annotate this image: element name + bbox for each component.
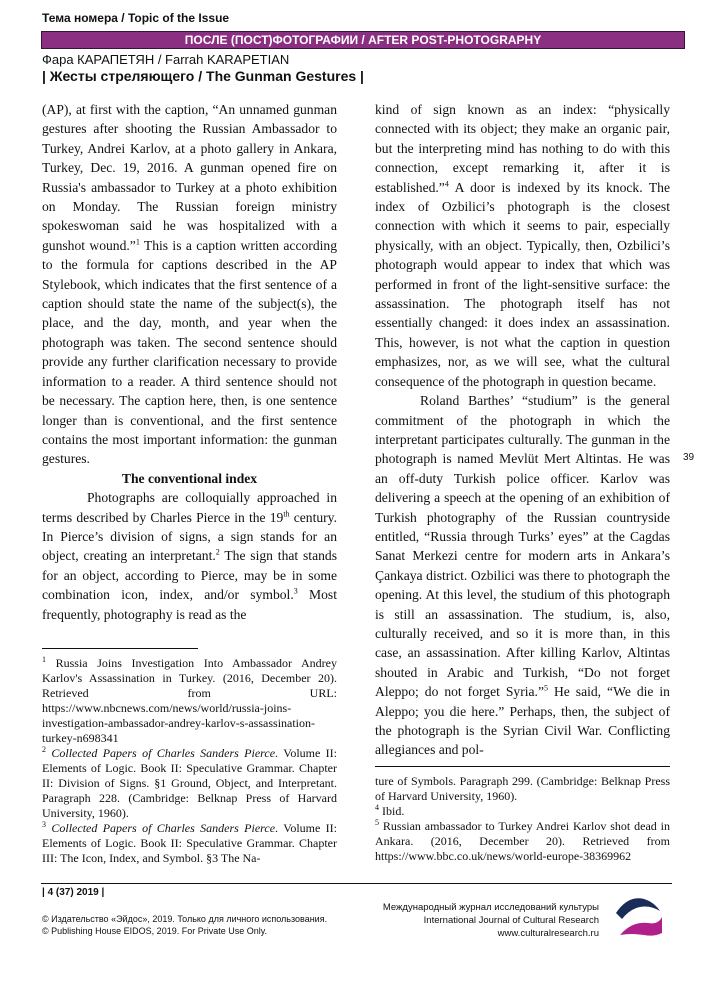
section-heading: The conventional index bbox=[121, 470, 258, 486]
copyright-en: © Publishing House EIDOS, 2019. For Private Use Only. bbox=[42, 926, 268, 936]
footnotes-left bbox=[42, 648, 337, 866]
journal-info bbox=[383, 901, 599, 940]
right-column bbox=[375, 100, 670, 760]
left-column bbox=[42, 100, 337, 624]
text-run: Roland Barthes’ “studium” is the general commitment of the photograph in which the interpretant participates culturally. The gunman in the photograph is named Mevlüt Mert Altintas. He was an off-duty Turkish police officer. Karlov was delivering a speech at the opening of an exhibition of Turkish photography of the Russian countryside entitled, “Russia through Turks’ eyes” at the Cagdas Sanat Merkezi centre for modern arts in Ankara’s Çankaya district. Ozbilici was there to photograph the opening. At this level, the studium of this photograph is still an assassination. The studium, is, also, culturally received, and so it is more than, in this case, an assassination. After killing Karlov, Altintas shouted in Arabic and Turkish, “Do not forget Aleppo; do not forget Syria.” bbox=[375, 393, 670, 700]
footnote-text: Russia Joins Investigation Into Ambassador Andrey Karlov's Assassination in Turkey. (2016, December 20). Retrieved from URL: https://www.nbcnews.com/news/world/russia-joins-investigation-ambassador-andrey-karlov-s-assassination-turkey-n698341 bbox=[42, 656, 337, 745]
paragraph bbox=[375, 391, 670, 760]
superscript: th bbox=[283, 509, 290, 518]
footnote-divider bbox=[375, 766, 670, 767]
page-number: 39 bbox=[683, 452, 695, 463]
copyright bbox=[42, 913, 327, 937]
footnotes-right bbox=[375, 766, 670, 864]
text-run: (AP), at first with the caption, “An unnamed gunman gestures after shooting the Russian Ambassador to Turkey, Andrei Karlov, at a photo gallery in Ankara, Turkey, Dec. 19, 2016. A gunman opened fire on Russia's ambassador to Turkey at a photo exhibition on Monday. The Russian foreign ministry spokeswoman said he was hospitalized with a gunshot wound.” bbox=[42, 102, 337, 253]
journal-logo-icon bbox=[614, 895, 664, 937]
text-run: century. In Pierce’s division of signs, a sign stands for an object, creating an interpretant. bbox=[42, 509, 337, 564]
article-title: | Жесты стреляющего / The Gunman Gestures | bbox=[42, 68, 364, 84]
footnote-divider bbox=[42, 648, 198, 649]
footnote-number: 2 bbox=[42, 745, 46, 754]
text-run: Most frequently, photography is read as the bbox=[42, 587, 337, 622]
footnote bbox=[42, 656, 337, 746]
paragraph bbox=[42, 100, 337, 469]
text-run: A door is indexed by its knock. The index of Ozbilici’s photograph is the closest connection with which it seems to pair, especially physically, with an object. Typically, then, Ozbilici’s photograph would appear to index that which was performed in front of the light-sensitive surface: the assassination. The photograph itself has not essentially changed: it does index an assassination. This, however, is not what the caption in question emphasizes, nor, as we will see, what the cultural consequence of the photograph in question became. bbox=[375, 179, 670, 389]
footnote-text: Russian ambassador to Turkey Andrei Karlov shot dead in Ankara. (2016, December 20). Retrieved from https://www.bbc.co.uk/news/world-europe-38369962 bbox=[375, 819, 670, 863]
footnote-continuation: ture of Symbols. Paragraph 299. (Cambridge: Belknap Press of Harvard University, 1960). bbox=[375, 774, 670, 803]
footnote-number: 5 bbox=[375, 818, 379, 827]
footnote-text: . Volume II: Elements of Logic. Book II: Speculative Grammar. Chapter III: The Icon, Index, and Symbol. §3 The Na- bbox=[42, 821, 337, 865]
journal-url[interactable]: www.culturalresearch.ru bbox=[497, 928, 599, 939]
text-run: This is a caption written according to the formula for captions described in the AP Stylebook, which indicates that the first sentence of a caption should state the name of the subject(s), the place, and the day, month, and year when the photograph was taken. The second sentence should provide any further clarification necessary to provide information to a reader. A third sentence should not be necessary. The caption here, then, is one sentence longer than is conventional, and the first sentence contains the most important information: the gunman gestures. bbox=[42, 237, 337, 467]
footer-divider bbox=[41, 883, 672, 884]
issue-number: | 4 (37) 2019 | bbox=[42, 887, 105, 898]
footnote-number: 3 bbox=[42, 820, 46, 829]
footnote-ref[interactable]: 2 bbox=[215, 547, 220, 557]
footnote-text: . Volume II: Elements of Logic. Book II: Speculative Grammar. Chapter II: Division of Signs. §1 Ground, Object, and Interpretant. Paragraph 228. (Cambridge: Belknap Press of Harvard University, 1960). bbox=[42, 746, 337, 820]
footnote bbox=[42, 821, 337, 866]
footnote-ref[interactable]: 5 bbox=[543, 683, 548, 693]
footnote-title: Collected Papers of Charles Sanders Pierce bbox=[51, 746, 276, 760]
journal-name-en: International Journal of Cultural Research bbox=[423, 915, 599, 926]
footnote-number: 1 bbox=[42, 655, 46, 664]
footnote-ref[interactable]: 3 bbox=[293, 586, 298, 596]
text-run: kind of sign known as an index: “physically connected with its object; they make an organic pair, but the interpreting mind has nothing to do with this connection, except remarking it, after it is established.” bbox=[375, 102, 670, 195]
footnote bbox=[375, 819, 670, 864]
section-header: Тема номера / Topic of the Issue bbox=[42, 11, 230, 25]
footnote-number: 4 bbox=[375, 803, 379, 812]
text-run: The sign that stands for an object, according to Pierce, may be in some combination icon, index, and/or symbol. bbox=[42, 548, 337, 603]
footnote bbox=[375, 804, 670, 819]
paragraph bbox=[42, 488, 337, 624]
footnote-text: Ibid. bbox=[379, 804, 405, 818]
author-line: Фара КАРАПЕТЯН / Farrah KARAPETIAN bbox=[42, 52, 290, 67]
footnote-ref[interactable]: 1 bbox=[135, 237, 140, 247]
footnote bbox=[42, 746, 337, 821]
text-run: Photographs are colloquially approached in terms described by Charles Pierce in the 19 bbox=[42, 490, 337, 525]
issue-theme-band: ПОСЛЕ (ПОСТ)ФОТОГРАФИИ / AFTER POST-PHOTOGRAPHY bbox=[41, 31, 685, 49]
paragraph bbox=[375, 100, 670, 391]
text-run: He said, “We die in Aleppo; you die here.” Perhaps, then, the subject of the photograph is the Syrian Civil War. Conflicting allegiances and pol- bbox=[375, 684, 670, 758]
journal-name-ru: Международный журнал исследований культуры bbox=[382, 902, 599, 913]
footnote-title: Collected Papers of Charles Sanders Pierce bbox=[51, 821, 276, 835]
footnote-ref[interactable]: 4 bbox=[444, 179, 449, 189]
copyright-ru: © Издательство «Эйдос», 2019. Только для личного использования. bbox=[42, 914, 328, 924]
